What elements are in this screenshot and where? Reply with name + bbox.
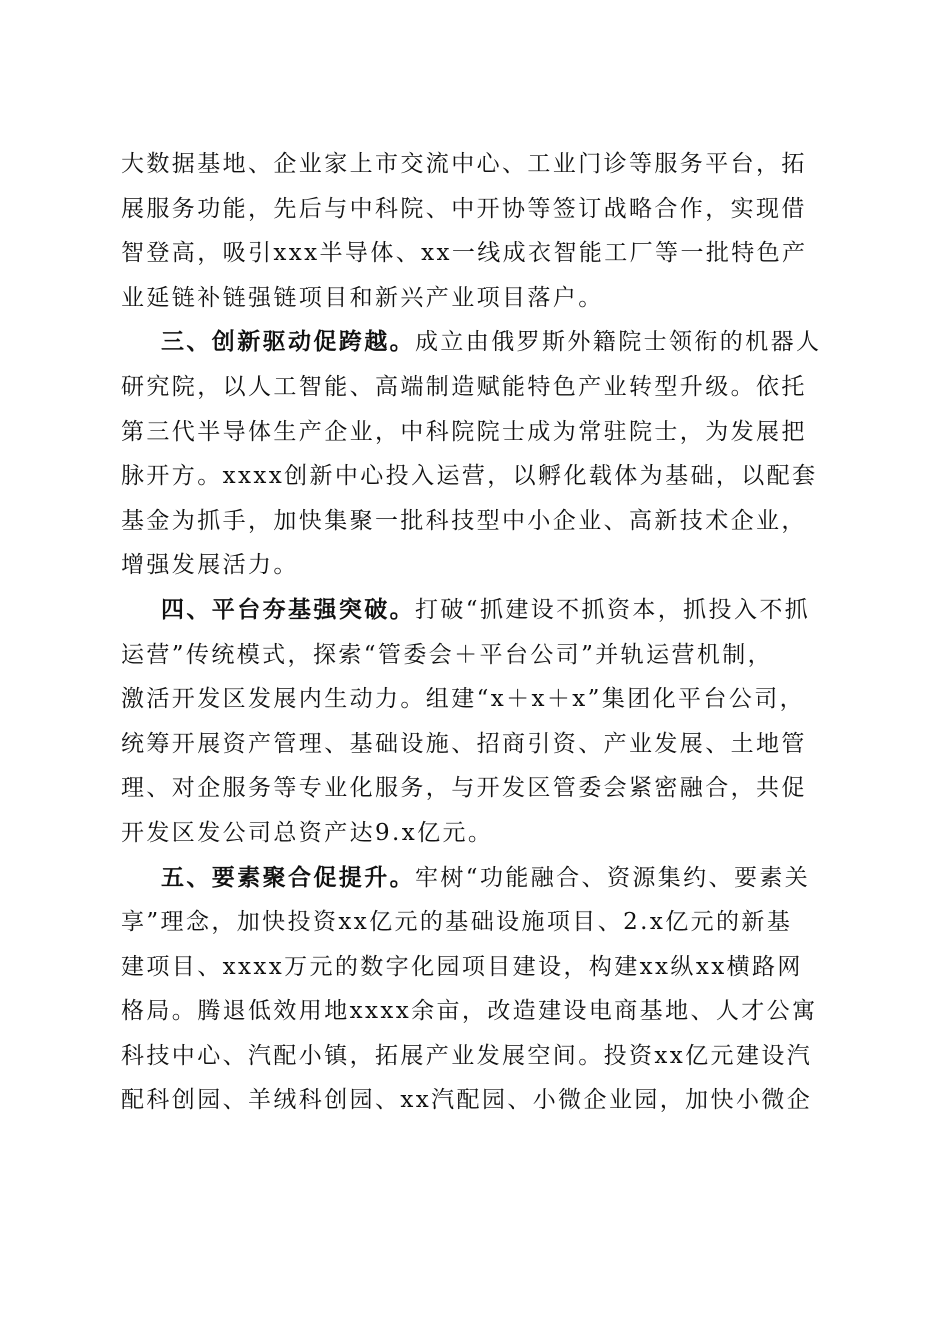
text-line: 享”理念，加快投资xx亿元的基础设施项目、2.x亿元的新基: [121, 909, 793, 936]
text-line: [121, 320, 821, 365]
section-heading: 五、要素聚合促提升。: [161, 863, 415, 891]
text-line: 运营”传统模式，探索“管委会＋平台公司”并轨运营机制，: [121, 641, 774, 668]
text-line: 理、对企服务等专业化服务，与开发区管委会紧密融合，共促: [121, 775, 807, 802]
paragraph-platform-services: [121, 142, 821, 320]
document-body: [121, 142, 821, 1123]
text-line: 大数据基地、企业家上市交流中心、工业门诊等服务平台，拓: [121, 151, 807, 177]
paragraph-factors: [121, 856, 821, 1124]
paragraph-innovation: [121, 320, 821, 588]
section-heading: 四、平台夯基强突破。: [161, 595, 415, 623]
text-line: 展服务功能，先后与中科院、中开协等签订战略合作，实现借: [121, 195, 807, 222]
text-line: [121, 856, 821, 901]
text-line: 业延链补链强链项目和新兴产业项目落户。: [121, 284, 604, 311]
text-line: 智登高，吸引xxx半导体、xx一线成衣智能工厂等一批特色产: [121, 240, 808, 267]
text-line: [121, 588, 821, 633]
text-line: 第三代半导体生产企业，中科院院士成为常驻院士，为发展把: [121, 418, 807, 445]
text-line: 配科创园、羊绒科创园、xx汽配园、小微企业园，加快小微企: [121, 1087, 813, 1114]
section-heading: 三、创新驱动促跨越。: [161, 328, 415, 356]
text-line: 开发区发公司总资产达9.x亿元。: [121, 819, 494, 846]
paragraph-platform: [121, 588, 821, 856]
text-line: 科技中心、汽配小镇，拓展产业发展空间。投资xx亿元建设汽: [121, 1042, 813, 1069]
text-line: 格局。腾退低效用地xxxx余亩，改造建设电商基地、人才公寓: [121, 998, 818, 1025]
text-run: 牢树“功能融合、资源集约、要素关: [415, 864, 811, 891]
text-line: 脉开方。xxxx创新中心投入运营，以孵化载体为基础，以配套: [121, 463, 818, 490]
text-run: 打破“抓建设不抓资本，抓投入不抓: [415, 596, 811, 623]
text-line: 建项目、xxxx万元的数字化园项目建设，构建xx纵xx横路网: [121, 953, 803, 980]
text-line: 增强发展活力。: [121, 552, 299, 579]
text-line: 激活开发区发展内生动力。组建“x＋x＋x”集团化平台公司，: [121, 686, 806, 713]
text-line: 研究院，以人工智能、高端制造赋能特色产业转型升级。依托: [121, 373, 807, 400]
text-line: 统筹开展资产管理、基础设施、招商引资、产业发展、土地管: [121, 730, 807, 757]
text-line: 基金为抓手，加快集聚一批科技型中小企业、高新技术企业，: [121, 507, 807, 534]
text-run: 成立由俄罗斯外籍院士领衔的机器人: [415, 329, 821, 356]
